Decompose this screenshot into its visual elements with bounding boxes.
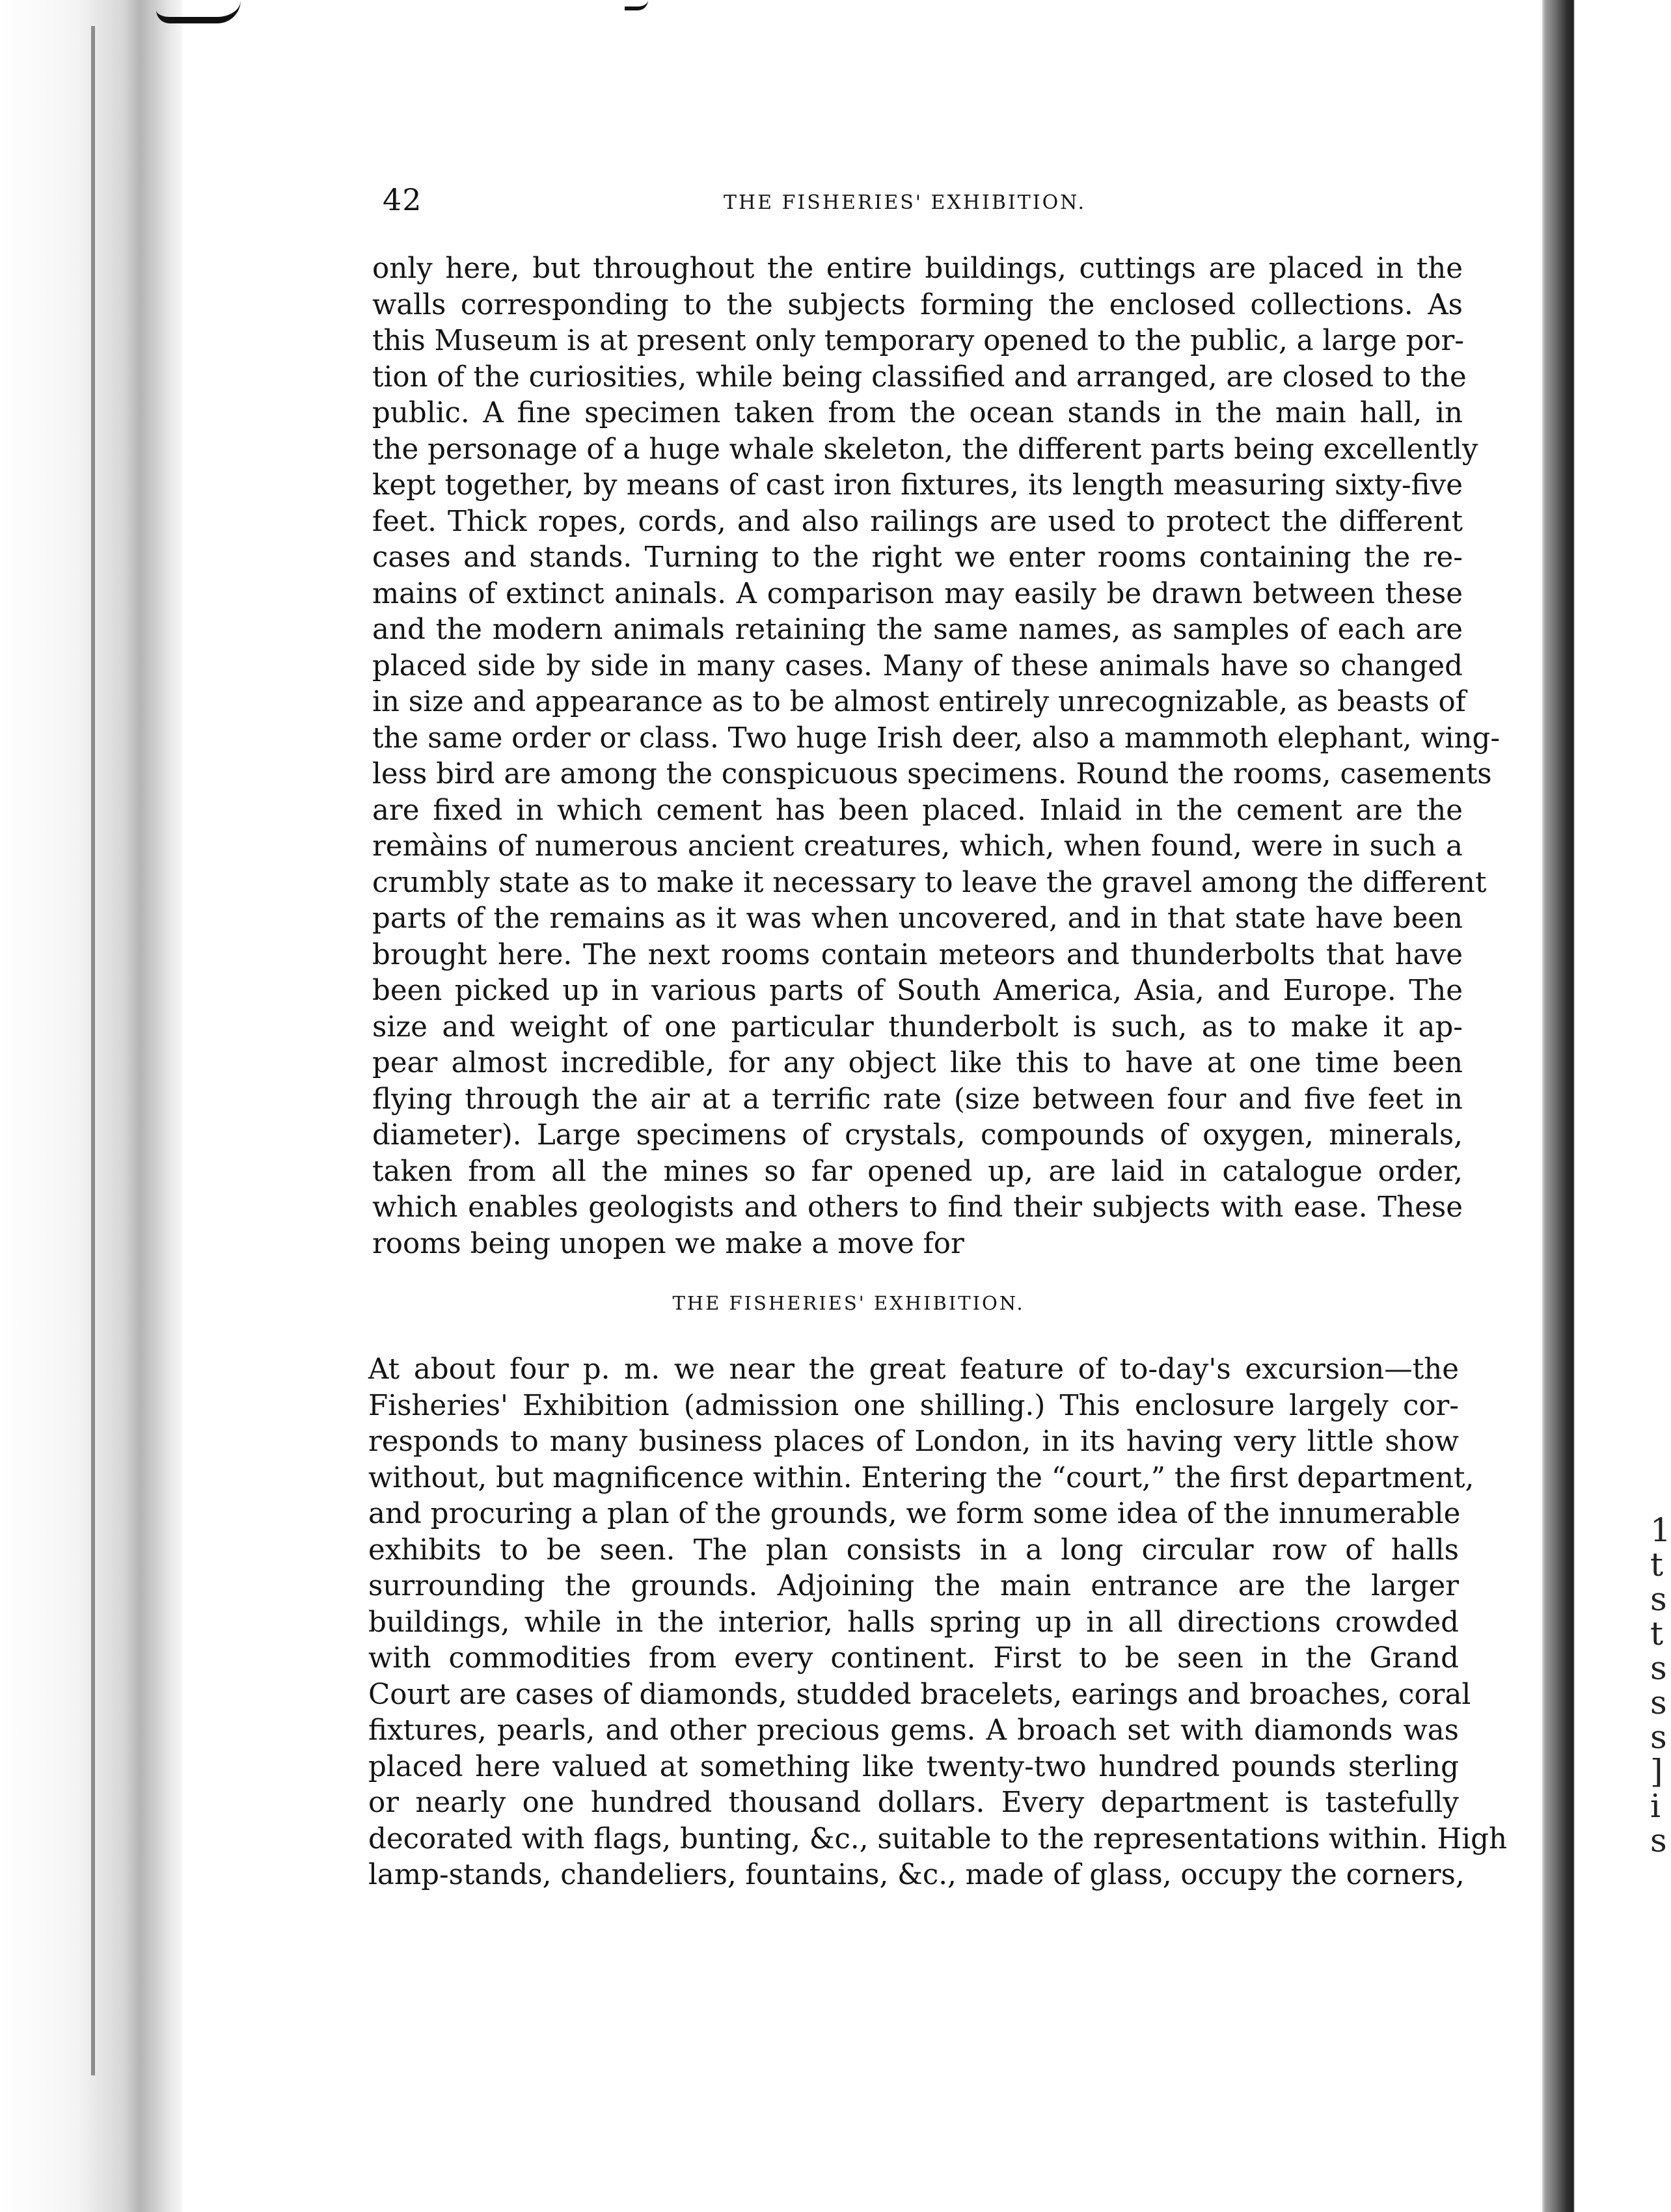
- text-line: and the modern animals retaining the same names, as samples of each are: [372, 614, 1463, 646]
- text-line: tion of the curiosities, while being classified and arranged, are closed to the: [372, 360, 1467, 394]
- text-line: walls corresponding to the subjects forming the enclosed collections. As: [372, 288, 1463, 321]
- text-line: brought here. The next rooms contain meteors and thunderbolts that have: [372, 938, 1463, 971]
- text-line: which enables geologists and others to find their subjects with ease. These: [372, 1191, 1463, 1224]
- text-line: pear almost incredible, for any object like this to have at one time been: [372, 1047, 1463, 1079]
- text-line: size and weight of one particular thunderbolt is such, as to make it ap-: [372, 1010, 1463, 1044]
- text-line: Court are cases of diamonds, studded bracelets, earings and broaches, coral: [368, 1678, 1471, 1711]
- text-line: the same order or class. Two huge Irish deer, also a mammoth elephant, wing-: [372, 722, 1501, 755]
- page-number: 42: [383, 182, 422, 217]
- margin-char: ]: [1650, 1753, 1663, 1790]
- margin-char: s: [1650, 1684, 1667, 1721]
- margin-char: s: [1650, 1649, 1667, 1687]
- text-line: placed here valued at something like twenty-two hundred pounds sterling: [368, 1750, 1459, 1783]
- text-line: mains of extinct aninals. A comparison may easily be drawn between these: [372, 577, 1463, 610]
- margin-char: t: [1650, 1615, 1664, 1652]
- text-line: in size and appearance as to be almost entirely unrecognizable, as beasts of: [372, 686, 1466, 718]
- margin-char: s: [1650, 1580, 1667, 1618]
- page-header: [383, 182, 1473, 228]
- ink-mark-small: [625, 0, 648, 10]
- text-line: without, but magnificence within. Entering the “court,” the first department,: [368, 1461, 1474, 1494]
- text-line: been picked up in various parts of South America, Asia, and Europe. The: [372, 975, 1463, 1007]
- margin-char: t: [1650, 1546, 1664, 1584]
- text-line: or nearly one hundred thousand dollars. Every department is tastefully: [368, 1787, 1459, 1819]
- text-line: with commodities from every continent. First to be seen in the Grand: [368, 1642, 1459, 1675]
- text-line: surrounding the grounds. Adjoining the main entrance are the larger: [368, 1570, 1459, 1602]
- body-paragraph-2: [368, 1352, 1508, 1894]
- text-line: kept together, by means of cast iron fixtures, its length measuring sixty-five: [372, 469, 1463, 502]
- facing-page-edge: [1542, 0, 1671, 2212]
- text-line: buildings, while in the interior, halls spring up in all directions crowded: [368, 1606, 1459, 1639]
- margin-char: s: [1650, 1822, 1667, 1859]
- text-line: cases and stands. Turning to the right we enter rooms containing the re-: [372, 541, 1463, 574]
- margin-char: 1: [1650, 1511, 1671, 1549]
- text-line: lamp-stands, chandeliers, fountains, &c., made of glass, occupy the corners,: [368, 1859, 1465, 1891]
- text-line: feet. Thick ropes, cords, and also railings are used to protect the different: [372, 505, 1463, 538]
- text-line: fixtures, pearls, and other precious gems. A broach set with diamonds was: [368, 1714, 1459, 1747]
- text-line: only here, but throughout the entire buildings, cuttings are placed in the: [372, 252, 1463, 285]
- text-line: the personage of a huge whale skeleton, the different parts being excellently: [372, 433, 1478, 466]
- text-line: decorated with flags, bunting, &c., suitable to the representations within. High: [368, 1822, 1508, 1855]
- text-line: this Museum is at present only temporary opened to the public, a large por-: [372, 325, 1464, 357]
- body-paragraph-1: [372, 251, 1501, 1262]
- facing-page-margin-text: [1650, 1511, 1671, 1859]
- text-line: are fixed in which cement has been placed. Inlaid in the cement are the: [372, 794, 1463, 827]
- text-line: and procuring a plan of the grounds, we form some idea of the innumerable: [368, 1498, 1461, 1530]
- text-line: taken from all the mines so far opened up, are laid in catalogue order,: [372, 1155, 1463, 1188]
- text-line: At about four p. m. we near the great feature of to-day's excursion—the: [368, 1353, 1459, 1386]
- running-head: THE FISHERIES' EXHIBITION.: [724, 191, 1087, 214]
- text-line: crumbly state as to make it necessary to leave the gravel among the different: [372, 866, 1487, 899]
- gutter-shadow-line: [91, 26, 95, 2075]
- section-heading: THE FISHERIES' EXHIBITION.: [672, 1292, 1025, 1314]
- text-line: diameter). Large specimens of crystals, compounds of oxygen, minerals,: [372, 1119, 1463, 1152]
- text-line: flying through the air at a terrific rate (size between four and five feet in: [372, 1083, 1463, 1116]
- text-line: rooms being unopen we make a move for: [372, 1227, 964, 1260]
- text-line: responds to many business places of London, in its having very little show: [368, 1425, 1459, 1458]
- text-line: public. A fine specimen taken from the ocean stands in the main hall, in: [372, 397, 1463, 429]
- text-line: parts of the remains as it was when uncovered, and in that state have been: [372, 902, 1463, 935]
- margin-char: i: [1650, 1787, 1661, 1825]
- margin-char: s: [1650, 1718, 1667, 1756]
- text-line: exhibits to be seen. The plan consists in a long circular row of halls: [368, 1533, 1459, 1567]
- text-line: Fisheries' Exhibition (admission one shilling.) This enclosure largely cor-: [368, 1389, 1459, 1422]
- ink-mark: [156, 0, 241, 23]
- text-line: remàins of numerous ancient creatures, which, when found, were in such a: [372, 830, 1463, 863]
- text-line: placed side by side in many cases. Many of these animals have so changed: [372, 649, 1463, 682]
- text-line: less bird are among the conspicuous specimens. Round the rooms, casements: [372, 758, 1492, 790]
